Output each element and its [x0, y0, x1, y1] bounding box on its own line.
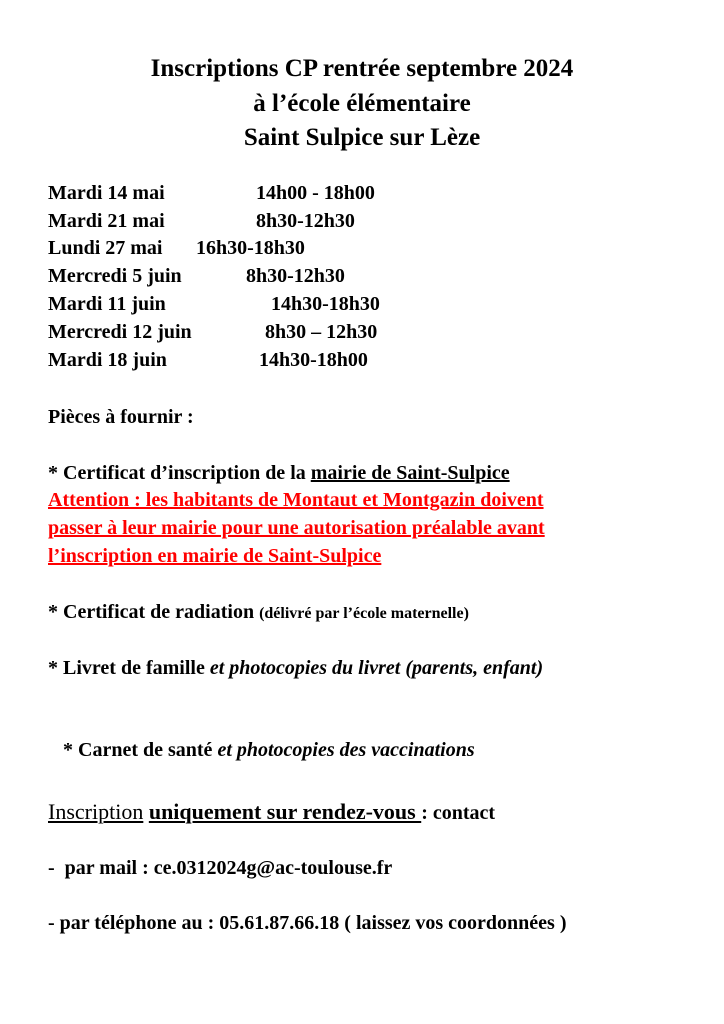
- schedule-day: Mardi 11 juin: [48, 293, 166, 315]
- doc-item-carnet-sante: [48, 711, 475, 763]
- warning-line-1: Attention : les habitants de Montaut et Montgazin doivent: [48, 489, 544, 511]
- schedule-hours: 8h30-12h30: [246, 265, 345, 287]
- schedule-day: Mercredi 5 juin: [48, 265, 182, 287]
- doc-item-certificat-inscription: [48, 460, 510, 486]
- doc-item-livret-famille: [48, 655, 543, 681]
- doc-item-italic: et photocopies du livret (parents, enfant): [209, 657, 544, 679]
- page-title-line-2: à l’école élémentaire: [253, 90, 471, 117]
- doc-item-certificat-radiation: [48, 599, 469, 627]
- doc-item-italic: et photocopies des vaccinations: [217, 739, 475, 761]
- doc-item-text: * Certificat d’inscription de la: [48, 462, 311, 484]
- inscription-word: Inscription: [48, 799, 144, 824]
- doc-item-note: (délivré par l’école maternelle): [259, 605, 469, 622]
- schedule-hours: 14h00 - 18h00: [256, 182, 375, 204]
- schedule-day: Mercredi 12 juin: [48, 321, 192, 343]
- documents-heading: Pièces à fournir :: [48, 406, 194, 428]
- mairie-link: mairie de Saint-Sulpice: [310, 462, 510, 484]
- doc-item-text: * Certificat de radiation: [48, 601, 260, 623]
- page-title-line-1: Inscriptions CP rentrée septembre 2024: [150, 55, 574, 82]
- warning-line-2: passer à leur mairie pour une autorisation préalable avant: [48, 517, 545, 539]
- rdv-text: uniquement sur rendez-vous: [148, 799, 422, 824]
- page-title-line-3: Saint Sulpice sur Lèze: [243, 124, 481, 151]
- phone-line: - par téléphone au : 05.61.87.66.18 ( laissez vos coordonnées ): [48, 912, 567, 934]
- contact-line: [48, 798, 495, 827]
- mail-line: - par mail : ce.0312024g@ac-toulouse.fr: [48, 857, 393, 879]
- schedule-hours: 14h30-18h30: [271, 293, 380, 315]
- contact-label: : contact: [421, 802, 496, 824]
- schedule-day: Lundi 27 mai: [48, 237, 163, 259]
- schedule-hours: 14h30-18h00: [259, 349, 368, 371]
- schedule-day: Mardi 14 mai: [48, 182, 165, 204]
- doc-item-text: * Livret de famille: [48, 657, 210, 679]
- schedule-day: Mardi 18 juin: [48, 349, 167, 371]
- schedule-hours: 8h30 – 12h30: [265, 321, 378, 343]
- schedule-hours: 16h30-18h30: [196, 237, 305, 259]
- schedule-hours: 8h30-12h30: [256, 210, 355, 232]
- warning-line-3: l’inscription en mairie de Saint-Sulpice: [48, 545, 382, 567]
- doc-item-text: * Carnet de santé: [58, 739, 218, 761]
- schedule-day: Mardi 21 mai: [48, 210, 165, 232]
